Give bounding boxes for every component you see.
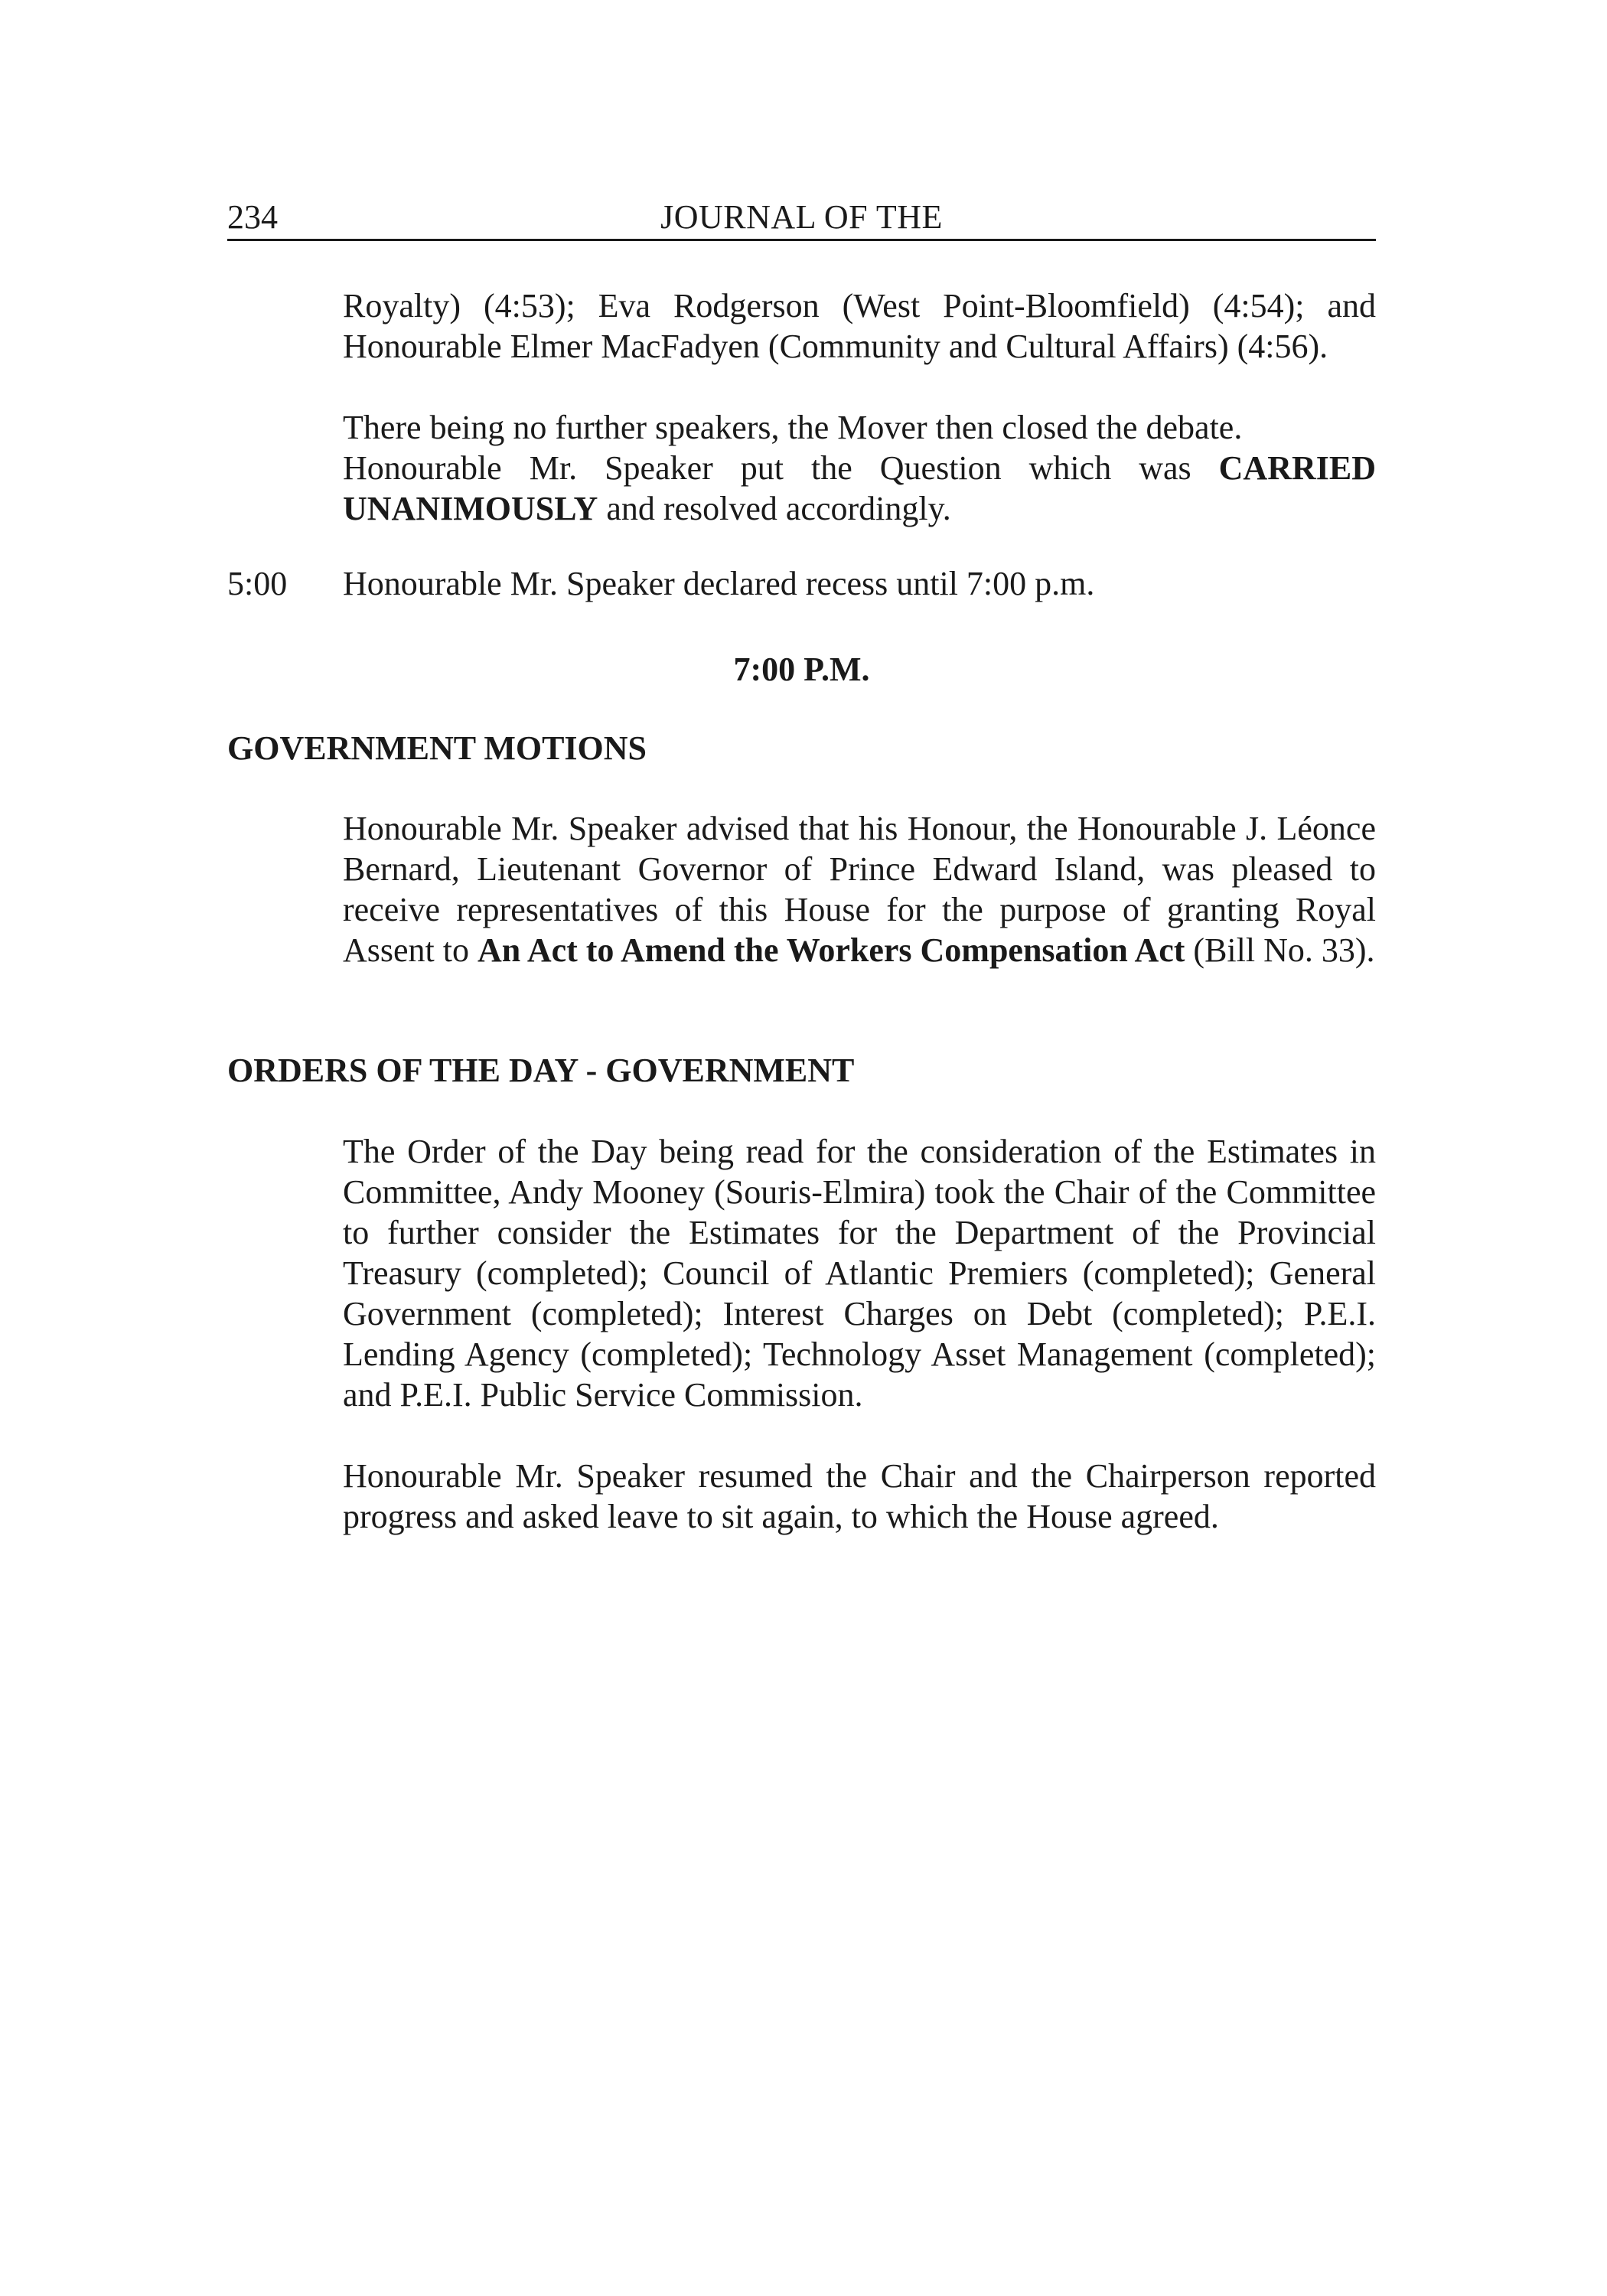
evening-sitting-heading: 7:00 P.M. (733, 651, 870, 688)
speakers-text: Royalty) (4:53); Eva Rodgerson (West Point-Bloomfield) (4:54); and Honourable Elmer MacFadyen (Community and Cultural Affairs) (4:56). (343, 287, 1376, 365)
royal-assent-text: Honourable Mr. Speaker advised that his Honour, the Honourable J. Léonce Bernard, Lieutenant Governor of Prince Edward Island, was pleased to receive representatives of this House for the purpose of granting Royal Assent to (343, 810, 1376, 969)
running-header (227, 196, 1376, 241)
carried-unanimously: CARRIED UNANIMOUSLY (343, 449, 1376, 527)
progress-paragraph (343, 1456, 1376, 1537)
bill-number-text: (Bill No. 33). (1185, 931, 1375, 969)
question-text: Honourable Mr. Speaker put the Question which was (343, 449, 1219, 487)
resolved-text: and resolved accordingly. (598, 490, 951, 527)
orders-of-the-day-heading: ORDERS OF THE DAY - GOVERNMENT (227, 1052, 855, 1089)
estimates-text: The Order of the Day being read for the consideration of the Estimates in Committee, Andy Mooney (Souris-Elmira) took the Chair of the Committee to further consider the Estimates for the Department of the Provincial Treasury (completed); Council of Atlantic Premiers (completed); General Government (completed); Interest Charges on Debt (completed); P.E.I. Lending Agency (completed); Technology Asset Management (completed); and P.E.I. Public Service Commission. (343, 1133, 1376, 1414)
recess-text: Honourable Mr. Speaker declared recess until 7:00 p.m. (343, 565, 1095, 602)
speakers-paragraph (343, 285, 1376, 367)
journal-title: JOURNAL OF THE (660, 198, 943, 236)
question-paragraph (343, 407, 1376, 529)
recess-time: 5:00 (227, 565, 288, 602)
royal-assent-paragraph (343, 808, 1376, 970)
estimates-paragraph (343, 1131, 1376, 1415)
government-motions-heading: GOVERNMENT MOTIONS (227, 729, 647, 767)
progress-text: Honourable Mr. Speaker resumed the Chair and the Chairperson reported progress and asked leave to sit again, to which the House agreed. (343, 1457, 1376, 1535)
act-title: An Act to Amend the Workers Compensation Act (478, 931, 1185, 969)
debate-closed-text: There being no further speakers, the Mover then closed the debate. (343, 409, 1243, 446)
page-number: 234 (227, 198, 278, 236)
